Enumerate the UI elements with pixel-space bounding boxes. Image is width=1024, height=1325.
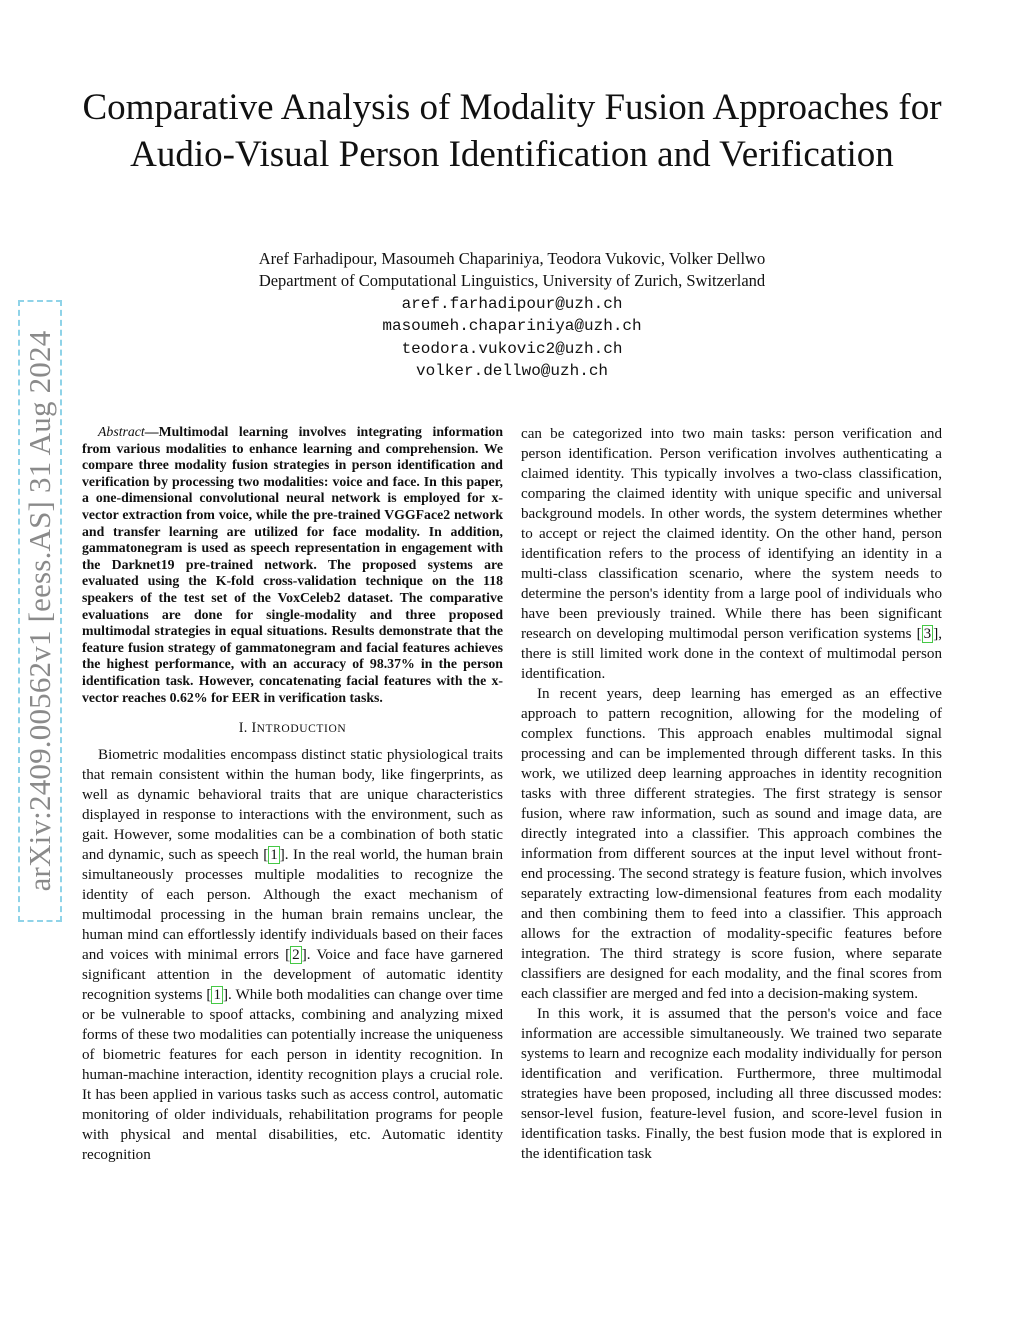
citation-link[interactable]: 3 [923, 626, 932, 642]
email[interactable]: masoumeh.chapariniya@uzh.ch [382, 317, 642, 336]
body-paragraph: In this work, it is assumed that the person's voice and face information are accessible simultaneously. We trained two separate systems to learn and recognize each modality individually for person identification and verification. Furthermore, three multimodal strategies have been proposed, including all three discussed modes: sensor-level fusion, feature-level fusion, and score-level fusion in identification tasks. Finally, the best fusion mode that is explored in the identification task [521, 1006, 942, 1162]
left-column [82, 424, 503, 1165]
arxiv-identifier-text: arXiv:2409.00562v1 [eess.AS] 31 Aug 2024 [22, 330, 57, 892]
abstract: Abstract—Multimodal learning involves integrating information from various modalities to enhance learning and comprehension. We compare three modality fusion strategies in person identification and verification by processing two modalities: voice and face. In this paper, a one-dimensional convolutional neural network is employed for x-vector extraction from voice, while the pre-trained VGGFace2 network and transfer learning are utilized for face modality. In addition, gammatonegram is used as speech representation in engagement with the Darknet19 pre-trained network. The proposed systems are evaluated using the K-fold cross-validation technique on the 118 speakers of the test set of the VoxCeleb2 dataset. The comparative evaluations are done for single-modality and three proposed multimodal strategies in equal situations. Results demonstrate that the feature fusion strategy of gammatonegram and facial features achieves the highest performance, with an accuracy of 98.37% in the person identification task. However, concatenating facial features with the x-vector reaches 0.62% for EER in verification tasks. [82, 424, 503, 705]
affiliation: Department of Computational Linguistics, University of Zurich, Switzerland [258, 271, 766, 290]
author-names: Aref Farhadipour, Masoumeh Chapariniya, Teodora Vukovic, Volker Dellwo [258, 249, 766, 268]
email[interactable]: teodora.vukovic2@uzh.ch [401, 339, 623, 358]
right-column [521, 424, 942, 1164]
email-list [0, 293, 1024, 383]
citation-link[interactable]: 1 [270, 847, 278, 864]
citation-link[interactable]: 2 [292, 947, 300, 964]
intro-paragraph: Biometric modalities encompass distinct static physiological traits that remain consistent within the human body, like fingerprints, as well as dynamic behavioral traits that are unique characteristics displayed in response to interactions with the environment, such as gait. However, some modalities can be a combination of both static and dynamic, such as speech [ 1 ]. In the real world, the human brain simultaneously processes multiple modalities to recognize the identity of each person. Although the exact mechanism of multimodal processing in the human brain remains unclear, the human mind can effortlessly identify individuals based on their faces and voices with minimal errors [ 2 ]. Voice and face have garnered significant attention in the development of automatic identity recognition systems [ 1 ]. While both modalities can change over time or be vulnerable to spoof attacks, combining and analyzing mixed forms of these two modalities can potentially increase the uniqueness of biometric features for each person in identity recognition. In human-machine interaction, identity recognition plays a crucial role. It has been applied in various tasks such as access control, automatic monitoring of older individuals, rehabilitation programs for people with physical and mental disabilities, etc. Automatic identity recognition [82, 747, 504, 1164]
paper-title: Comparative Analysis of Modality Fusion Approaches for Audio-Visual Person Identification and Verification [82, 87, 942, 175]
arxiv-identifier [18, 300, 62, 922]
email[interactable]: volker.dellwo@uzh.ch [415, 362, 609, 381]
abstract-text: Multimodal learning involves integrating information from various modalities to enhance learning and comprehension. We compare three modality fusion strategies in person identification and verification by processing two modalities: voice and face. In this paper, a one-dimensional convolutional neural network is employed for x-vector extraction from voice, while the pre-trained VGGFace2 network and transfer learning are utilized for face modality. In addition, gammatonegram is used as speech representation in engagement with the Darknet19 pre-trained network. The proposed systems are evaluated using the K-fold cross-validation technique on the 118 speakers of the test set of the VoxCeleb2 dataset. The comparative evaluations are done for single-modality and three proposed multimodal strategies in equal situations. Results demonstrate that the feature fusion strategy of gammatonegram and facial features achieves the highest performance, with an accuracy of 98.37% in the person identification task. However, concatenating facial features with the x-vector reaches 0.62% for EER in verification tasks. [82, 424, 503, 705]
author-block [0, 248, 1024, 292]
body-paragraph: In recent years, deep learning has emerged as an effective approach to pattern recognition, allowing for the modeling of complex functions. This approach enables multimodal signal processing and can be implemented through different tasks. In this work, we utilized deep learning approaches in identity recognition tasks with three different strategies. The first strategy is sensor fusion, where raw information, such as sound and image data, are directly integrated into a classifier. This approach combines the information from different sources at the input level without front-end processing. The second strategy is feature fusion, which involves separately extracting low-dimensional features from each modality and then combining them to feed into a classifier. This approach allows for the extraction of modality-specific features before integration. The third strategy is score fusion, where separate classifiers are designed for each modality, and the final scores from each classifier are merged and fed into a decision-making system. [521, 686, 942, 1002]
section-heading-introduction: I. INTRODUCTION [238, 720, 347, 737]
body-paragraph: can be categorized into two main tasks: person verification and person identification. Person verification involves authenticating a claimed identity. This typically involves a two-class classification, comparing the claimed identity with unique specific and universal background models. In other words, the system determines whether to accept or reject the claimed identity. On the other hand, person identification refers to the process of identifying an identity in a multi-class classification scenario, where the system needs to determine the person's identity from a large pool of individuals who have been previously trained. While there has been significant research on developing multimodal person verification systems [ 3 ], there is still limited work done in the context of multimodal person identification. [521, 426, 942, 682]
email[interactable]: aref.farhadipour@uzh.ch [401, 295, 623, 313]
citation-link[interactable]: 1 [213, 987, 221, 1004]
abstract-label: Abstract [98, 424, 145, 439]
